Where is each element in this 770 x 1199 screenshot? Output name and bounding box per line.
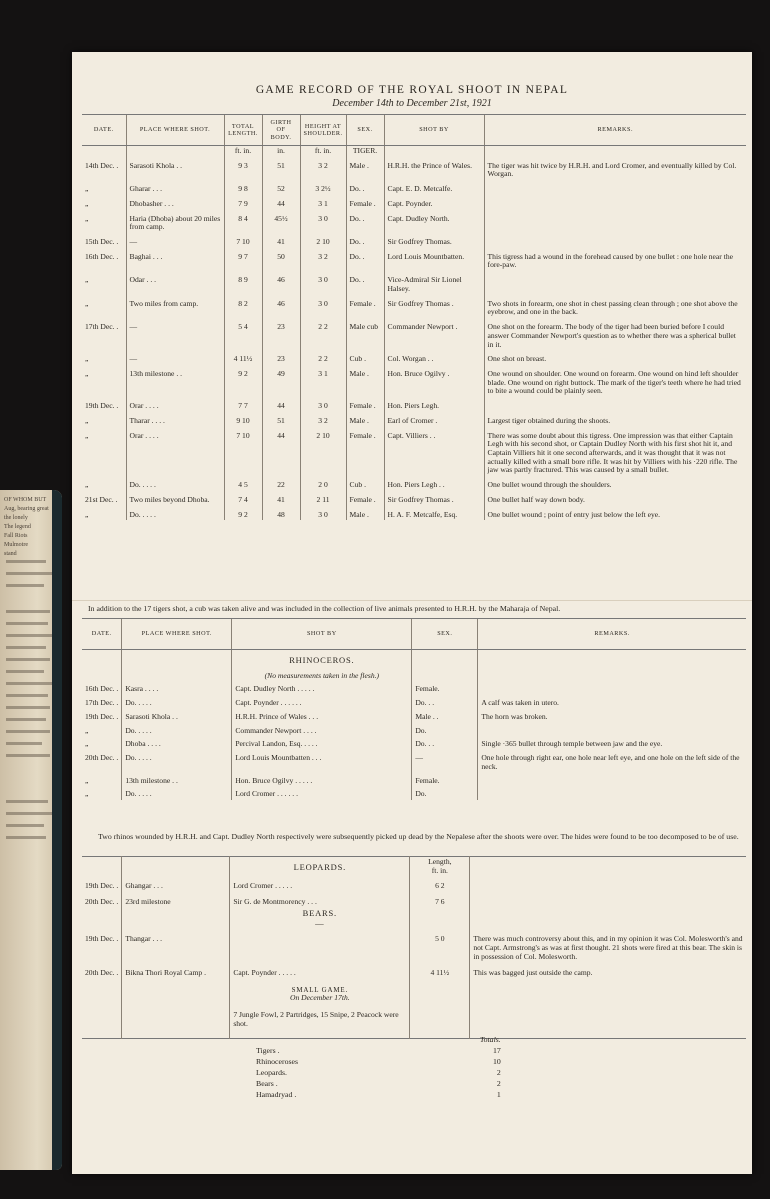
tiger-units-row <box>82 146 746 157</box>
tiger-cell-date: „ <box>85 275 89 285</box>
tiger-cell-sex: Do. . <box>346 248 384 271</box>
tiger-cell-height: 3 0 <box>300 506 346 521</box>
leopard-row-cell-date: 20th Dec. . <box>85 897 119 907</box>
rhino-cell-shot-by: Lord Louis Mountbatten . . . <box>232 750 412 772</box>
tiger-cell-height: 3 1 <box>300 365 346 397</box>
tiger-row <box>82 157 746 180</box>
tiger-cell-height: 3 0 <box>300 295 346 318</box>
tiger-cell-remarks: Largest tiger obtained during the shoots. <box>484 412 746 427</box>
rhino-cell-remarks <box>478 786 746 800</box>
rhino-cell-sex: Do. <box>412 786 478 800</box>
tiger-cell-girth: 44 <box>262 195 300 210</box>
tiger-cell-girth: 45½ <box>262 210 300 233</box>
tiger-row <box>82 365 746 397</box>
rhino-cell-sex: Do. <box>412 723 478 737</box>
rhino-cell-shot-by: Hon. Bruce Ogilvy . . . . . <box>232 773 412 787</box>
tiger-cell-height: 3 2 <box>300 248 346 271</box>
tiger-cell-remarks: One bullet half way down body. <box>484 491 746 506</box>
tiger-row <box>82 506 746 521</box>
tiger-cell-height: 2 10 <box>300 233 346 248</box>
rhino-cell-shot-by: Commander Newport . . . . <box>232 723 412 737</box>
rhino-cell-date: 16th Dec. . <box>85 684 119 694</box>
tiger-cell-sex: Male . <box>346 506 384 521</box>
tiger-cell-remarks <box>484 397 746 412</box>
totals-row <box>252 1045 505 1056</box>
tiger-cell-sex: Female . <box>346 491 384 506</box>
tiger-cell-shot-by: Earl of Cromer . <box>384 412 484 427</box>
leopards-title: LEOPARDS. <box>230 857 410 877</box>
tiger-cell-height: 3 0 <box>300 397 346 412</box>
bear-row-cell-remarks: There was much controversy about this, and in my opinion it was Col. Molesworth's and not Capt. Armstrong's as was at first thought. 21 shots were fired at this bear. The skin is in possession of Col. Molesworth. <box>470 929 746 962</box>
rhino-cell-sex: Female. <box>412 681 478 695</box>
tiger-cell-height: 2 2 <box>300 318 346 350</box>
tiger-cell-length: 7 4 <box>224 491 262 506</box>
rhino-measure-note: (No measurements taken in the flesh.) <box>264 670 380 680</box>
rhino-row <box>82 681 746 695</box>
rhino-cell-shot-by: H.R.H. Prince of Wales . . . <box>232 709 412 723</box>
rhino-cell-date: „ <box>85 789 89 799</box>
rhino-cell-place: Do. . . . . <box>122 786 232 800</box>
tiger-cell-shot-by: Hon. Bruce Ogilvy . <box>384 365 484 397</box>
bear-row <box>82 963 746 979</box>
bear-row-cell-place: Bikna Thori Royal Camp . <box>122 963 230 979</box>
tiger-cell-sex: Female . <box>346 397 384 412</box>
tiger-cell-height: 3 2½ <box>300 180 346 195</box>
tiger-section-title: TIGER. <box>346 146 384 157</box>
tiger-cell-remarks: One shot on the forearm. The body of the tiger had been buried before I could answer Commander Newport's question as to whether there was a spherical bullet in it. <box>484 318 746 350</box>
rhino-column-header: REMARKS. <box>478 619 746 650</box>
tiger-row <box>82 210 746 233</box>
tiger-cell-date: „ <box>85 198 89 208</box>
tiger-cell-shot-by: Hon. Piers Legh. <box>384 397 484 412</box>
tiger-cell-place: Tharar . . . . <box>126 412 224 427</box>
bear-row <box>82 929 746 962</box>
tiger-cell-date: „ <box>85 184 89 194</box>
tiger-cell-girth: 46 <box>262 271 300 294</box>
rhino-column-header: PLACE WHERE SHOT. <box>122 619 232 650</box>
tiger-cell-girth: 22 <box>262 476 300 491</box>
tiger-cell-shot-by: Hon. Piers Legh . . <box>384 476 484 491</box>
tiger-cell-length: 4 11½ <box>224 350 262 365</box>
tiger-cell-girth: 51 <box>262 412 300 427</box>
totals-value: 10 <box>492 1057 501 1066</box>
tiger-row <box>82 318 746 350</box>
tiger-cell-date: „ <box>85 430 89 440</box>
tiger-cell-girth: 48 <box>262 506 300 521</box>
tiger-cell-shot-by: Commander Newport . <box>384 318 484 350</box>
leopard-row-cell-shot-by: Sir G. de Montmorency . . . <box>230 892 410 908</box>
tiger-cell-height: 3 0 <box>300 271 346 294</box>
tiger-cell-remarks: Two shots in forearm, one shot in chest passing clean through ; one shot above the eyebrow, and one in the back. <box>484 295 746 318</box>
book-fragment-line: Aug, bearing great <box>4 506 49 512</box>
tiger-cell-length: 9 3 <box>224 157 262 180</box>
tiger-cell-length: 4 5 <box>224 476 262 491</box>
totals-title: Totals. <box>480 1035 501 1044</box>
bear-row-cell-length: 4 11½ <box>410 963 470 979</box>
tiger-cell-place: — <box>126 233 224 248</box>
height-units: ft. in. <box>300 146 346 157</box>
rhino-cell-date: „ <box>85 775 89 785</box>
rhino-cell-remarks: A calf was taken in utero. <box>478 695 746 709</box>
rhino-cell-shot-by: Capt. Poynder . . . . . . <box>232 695 412 709</box>
tiger-cell-date: 21st Dec. . <box>85 494 118 504</box>
tiger-cell-date: „ <box>85 213 89 223</box>
tiger-cell-sex: Male . <box>346 365 384 397</box>
tiger-row <box>82 248 746 271</box>
rhino-row <box>82 786 746 800</box>
tiger-cell-length: 9 2 <box>224 506 262 521</box>
rhino-table <box>82 618 746 800</box>
tiger-cell-sex: Do. . <box>346 233 384 248</box>
tiger-cell-remarks: One wound on shoulder. One wound on forearm. One wound on hind left shoulder blade. One wound on right buttock. The mark of the tiger's teeth where he had tried to bite a wound could be plainly seen. <box>484 365 746 397</box>
totals-row <box>252 1078 505 1089</box>
tiger-cell-place: Haria (Dhoba) about 20 miles from camp. <box>126 210 224 233</box>
bear-row-cell-shot-by: Capt. Poynder . . . . . <box>230 963 410 979</box>
rhino-cell-place: Do. . . . . <box>122 750 232 772</box>
leopard-row <box>82 892 746 908</box>
tiger-column-header: TOTAL LENGTH. <box>224 115 262 146</box>
tiger-cell-length: 7 7 <box>224 397 262 412</box>
tiger-cell-place: — <box>126 350 224 365</box>
rhino-column-header: DATE. <box>82 619 122 650</box>
leopard-row-cell-remarks <box>470 892 746 908</box>
rhino-cell-place: 13th milestone . . <box>122 773 232 787</box>
tiger-cell-girth: 23 <box>262 350 300 365</box>
rhino-section-title: RHINOCEROS. <box>289 655 355 665</box>
tiger-cell-shot-by: Capt. Poynder. <box>384 195 484 210</box>
tiger-cell-date: 15th Dec. . <box>85 237 119 247</box>
tiger-cell-remarks <box>484 195 746 210</box>
bear-row-cell-place: Thangar . . . <box>122 929 230 962</box>
tiger-row <box>82 295 746 318</box>
rhino-cell-sex: Male . . <box>412 709 478 723</box>
tiger-cell-place: Sarasoti Khola . . <box>126 157 224 180</box>
rhino-cell-remarks: One hole through right ear, one hole near left eye, and one hole on the left side of the neck. <box>478 750 746 772</box>
leopard-row-cell-length: 6 2 <box>410 876 470 892</box>
tiger-row <box>82 350 746 365</box>
tiger-cell-girth: 50 <box>262 248 300 271</box>
length-header <box>410 857 470 877</box>
tiger-cell-length: 7 10 <box>224 427 262 477</box>
book-spine <box>52 490 62 1170</box>
rhino-cell-remarks <box>478 681 746 695</box>
totals-table <box>252 1034 505 1100</box>
tiger-cell-remarks <box>484 210 746 233</box>
tiger-cell-place: 13th milestone . . <box>126 365 224 397</box>
tiger-cell-shot-by: Capt. Villiers . . <box>384 427 484 477</box>
totals-row <box>252 1089 505 1100</box>
tiger-cell-remarks: One bullet wound through the shoulders. <box>484 476 746 491</box>
rhino-cell-sex: Do. . . <box>412 695 478 709</box>
tiger-table <box>82 114 746 520</box>
tiger-row <box>82 397 746 412</box>
tiger-cell-date: „ <box>85 354 89 364</box>
bears-title: BEARS. <box>302 907 337 918</box>
tiger-cell-shot-by: Col. Worgan . . <box>384 350 484 365</box>
tiger-column-header: SHOT BY <box>384 115 484 146</box>
tiger-cell-remarks <box>484 233 746 248</box>
rhino-cell-sex: — <box>412 750 478 772</box>
tiger-cell-shot-by: H. A. F. Metcalfe, Esq. <box>384 506 484 521</box>
tiger-column-header: SEX. <box>346 115 384 146</box>
tiger-cell-place: Baghai . . . <box>126 248 224 271</box>
rhino-row <box>82 723 746 737</box>
tiger-cell-place: — <box>126 318 224 350</box>
length-header-units: ft. in. <box>431 865 448 875</box>
page-title: GAME RECORD OF THE ROYAL SHOOT IN NEPAL <box>255 84 569 96</box>
tiger-cell-height: 2 10 <box>300 427 346 477</box>
rhino-row <box>82 695 746 709</box>
tiger-cell-length: 8 2 <box>224 295 262 318</box>
rhino-cell-shot-by: Percival Landon, Esq. . . . . <box>232 736 412 750</box>
totals-label: Hamadryad . <box>256 1090 297 1099</box>
tiger-cell-length: 9 7 <box>224 248 262 271</box>
totals-value: 2 <box>496 1079 501 1088</box>
tiger-cell-date: „ <box>85 415 89 425</box>
book-edge <box>0 490 62 1170</box>
bear-row-cell-date: 20th Dec. . <box>85 967 119 977</box>
bear-row-cell-length: 5 0 <box>410 929 470 962</box>
totals-label: Leopards. <box>256 1068 287 1077</box>
tiger-cell-remarks <box>484 271 746 294</box>
tiger-cell-place: Dhobasher . . . <box>126 195 224 210</box>
leopard-row-cell-date: 19th Dec. . <box>85 881 119 891</box>
rhino-cell-remarks: The horn was broken. <box>478 709 746 723</box>
tiger-cell-height: 3 2 <box>300 412 346 427</box>
bear-row-cell-shot-by <box>230 929 410 962</box>
tiger-cell-place: Orar . . . . <box>126 397 224 412</box>
rhino-cell-date: 19th Dec. . <box>85 711 119 721</box>
tiger-cell-sex: Cub . <box>346 476 384 491</box>
rhino-cell-date: 17th Dec. . <box>85 698 119 708</box>
tiger-cell-girth: 52 <box>262 180 300 195</box>
tiger-row <box>82 412 746 427</box>
tiger-cell-girth: 23 <box>262 318 300 350</box>
rhino-cell-sex: Do. . . <box>412 736 478 750</box>
tiger-cell-sex: Male cub <box>346 318 384 350</box>
tiger-cell-girth: 41 <box>262 491 300 506</box>
bear-row-cell-date: 19th Dec. . <box>85 934 119 944</box>
rhino-cell-place: Dhoba . . . . <box>122 736 232 750</box>
rhino-cell-date: „ <box>85 739 89 749</box>
tiger-cell-shot-by: Vice-Admiral Sir Lionel Halsey. <box>384 271 484 294</box>
totals-label: Bears . <box>256 1079 278 1088</box>
book-fragment-line: stand <box>4 551 17 556</box>
tiger-column-header: PLACE WHERE SHOT. <box>126 115 224 146</box>
tiger-cell-shot-by: Sir Godfrey Thomas. <box>384 233 484 248</box>
rhino-cell-date: 20th Dec. . <box>85 753 119 763</box>
tiger-row <box>82 271 746 294</box>
rhino-cell-shot-by: Lord Cromer . . . . . . <box>232 786 412 800</box>
tiger-row <box>82 491 746 506</box>
tiger-cell-length: 8 9 <box>224 271 262 294</box>
rhino-row <box>82 736 746 750</box>
tiger-cell-sex: Female . <box>346 195 384 210</box>
tiger-cell-height: 2 2 <box>300 350 346 365</box>
tiger-column-header: REMARKS. <box>484 115 746 146</box>
tiger-cell-date: „ <box>85 368 89 378</box>
tiger-cell-place: Two miles beyond Dhoba. <box>126 491 224 506</box>
tiger-cell-girth: 46 <box>262 295 300 318</box>
game-record-sheet <box>72 52 752 1174</box>
tiger-cell-remarks: This tigress had a wound in the forehead caused by one bullet : one hole near the fore-paw. <box>484 248 746 271</box>
tiger-cell-remarks: One shot on breast. <box>484 350 746 365</box>
tiger-cell-length: 8 4 <box>224 210 262 233</box>
tiger-cell-shot-by: Capt. Dudley North. <box>384 210 484 233</box>
tiger-cell-height: 2 11 <box>300 491 346 506</box>
tiger-cell-sex: Male . <box>346 412 384 427</box>
tiger-cell-remarks: One bullet wound ; point of entry just below the left eye. <box>484 506 746 521</box>
girth-units: in. <box>262 146 300 157</box>
tiger-cell-sex: Do. . <box>346 210 384 233</box>
tiger-cell-date: „ <box>85 298 89 308</box>
leopard-row-cell-length: 7 6 <box>410 892 470 908</box>
rhino-cell-remarks <box>478 773 746 787</box>
book-fragment-line: The legend <box>4 524 31 530</box>
rhino-note: Two rhinos wounded by H.R.H. and Capt. Dudley North respectively were subsequently picked up dead by the Nepalese after the shoots were over. The hides were found to be too decomposed to be of use. <box>98 832 739 841</box>
tiger-cell-sex: Do. . <box>346 180 384 195</box>
tiger-row <box>82 180 746 195</box>
book-fragment-line: the lonely <box>4 515 28 521</box>
rhino-table-header <box>82 619 746 650</box>
tiger-cell-shot-by: Sir Godfrey Thomas . <box>384 295 484 318</box>
rhino-row <box>82 750 746 772</box>
small-game-row <box>82 978 746 1039</box>
tiger-cell-date: „ <box>85 509 89 519</box>
tiger-cell-length: 7 10 <box>224 233 262 248</box>
rhino-cell-remarks <box>478 723 746 737</box>
tiger-cell-girth: 44 <box>262 427 300 477</box>
rhino-cell-shot-by: Capt. Dudley North . . . . . <box>232 681 412 695</box>
rhino-cell-sex: Female. <box>412 773 478 787</box>
tiger-cell-date: 16th Dec. . <box>85 251 119 261</box>
small-game-date: On December 17th. <box>289 993 350 1003</box>
totals-row <box>252 1067 505 1078</box>
tiger-cell-sex: Female . <box>346 427 384 477</box>
tiger-cell-shot-by: Capt. E. D. Metcalfe. <box>384 180 484 195</box>
length-units: ft. in. <box>224 146 262 157</box>
rhino-cell-place: Do. . . . . <box>122 723 232 737</box>
tiger-cell-remarks <box>484 180 746 195</box>
leopard-row-cell-shot-by: Lord Cromer . . . . . <box>230 876 410 892</box>
tiger-column-header: GIRTH OF BODY. <box>262 115 300 146</box>
leopard-row-cell-place: Ghangar . . . <box>122 876 230 892</box>
tiger-cell-girth: 51 <box>262 157 300 180</box>
rhino-row <box>82 773 746 787</box>
book-fragment-line: Mulmotre <box>4 542 28 548</box>
rhino-cell-place: Kasra . . . . <box>122 681 232 695</box>
tiger-column-header: DATE. <box>82 115 126 146</box>
tiger-cell-place: Gharar . . . <box>126 180 224 195</box>
small-game-title: SMALL GAME. <box>291 986 349 995</box>
tiger-cell-date: 17th Dec. . <box>85 322 119 332</box>
rhino-cell-place: Do. . . . . <box>122 695 232 709</box>
totals-label: Rhinoceroses <box>256 1057 299 1066</box>
tiger-cell-girth: 49 <box>262 365 300 397</box>
tiger-cell-height: 2 0 <box>300 476 346 491</box>
length-header-label: Length, <box>428 857 452 866</box>
rhino-section-row <box>82 650 746 682</box>
totals-value: 2 <box>496 1068 501 1077</box>
leopards-section-row <box>82 857 746 877</box>
tiger-row <box>82 233 746 248</box>
tiger-cell-date: 14th Dec. . <box>85 160 119 170</box>
totals-value: 17 <box>492 1046 501 1055</box>
tiger-cell-remarks: The tiger was hit twice by H.R.H. and Lord Cromer, and eventually killed by Col. Worgan. <box>484 157 746 180</box>
tiger-column-header: HEIGHT AT SHOULDER. <box>300 115 346 146</box>
rhino-cell-date: „ <box>85 725 89 735</box>
tiger-cell-sex: Male . <box>346 157 384 180</box>
page-subtitle: December 14th to December 21st, 1921 <box>332 98 492 109</box>
bears-section-row <box>82 908 746 930</box>
tiger-cell-height: 3 2 <box>300 157 346 180</box>
book-fragment-line: OF WHOM BUT <box>4 497 47 503</box>
tiger-cell-length: 7 9 <box>224 195 262 210</box>
tiger-cell-place: Orar . . . . <box>126 427 224 477</box>
rhino-column-header: SEX. <box>412 619 478 650</box>
totals-label: Tigers . <box>256 1046 280 1055</box>
book-fragment-line: Fall Riots <box>4 533 28 539</box>
cub-note: In addition to the 17 tigers shot, a cub was taken alive and was included in the collection of live animals presented to H.R.H. by the Maharaja of Nepal. <box>88 604 561 613</box>
bear-row-cell-remarks: This was bagged just outside the camp. <box>470 963 746 979</box>
tiger-cell-shot-by: Lord Louis Mountbatten. <box>384 248 484 271</box>
bears-dash: — <box>315 917 325 928</box>
totals-row <box>252 1056 505 1067</box>
leopard-row-cell-remarks <box>470 876 746 892</box>
tiger-cell-sex: Female . <box>346 295 384 318</box>
rhino-cell-remarks: Single ·365 bullet through temple between jaw and the eye. <box>478 736 746 750</box>
tiger-cell-place: Odar . . . <box>126 271 224 294</box>
tiger-row <box>82 427 746 477</box>
tiger-cell-length: 9 2 <box>224 365 262 397</box>
others-table <box>82 856 746 1039</box>
tiger-cell-length: 5 4 <box>224 318 262 350</box>
small-game-text: 7 Jungle Fowl, 2 Partridges, 15 Snipe, 2 Peacock were shot. <box>233 1010 399 1028</box>
tiger-cell-length: 9 10 <box>224 412 262 427</box>
tiger-cell-sex: Cub . <box>346 350 384 365</box>
tiger-cell-girth: 44 <box>262 397 300 412</box>
tiger-cell-length: 9 8 <box>224 180 262 195</box>
leopard-row <box>82 876 746 892</box>
tiger-cell-shot-by: Sir Godfrey Thomas . <box>384 491 484 506</box>
leopard-row-cell-place: 23rd milestone <box>122 892 230 908</box>
tiger-cell-date: 19th Dec. . <box>85 401 119 411</box>
tiger-cell-height: 3 0 <box>300 210 346 233</box>
tiger-cell-place: Do. . . . . <box>126 476 224 491</box>
rhino-cell-place: Sarasoti Khola . . <box>122 709 232 723</box>
tiger-cell-height: 3 1 <box>300 195 346 210</box>
tiger-row <box>82 195 746 210</box>
tiger-cell-date: „ <box>85 480 89 490</box>
tiger-cell-place: Do. . . . . <box>126 506 224 521</box>
totals-value: 1 <box>496 1090 501 1099</box>
tiger-cell-remarks: There was some doubt about this tigress. One impression was that either Captain Legh with his second shot, or Captain Dudley North with his first shot hit it, and Captain Villiers hit it one second afterwards, and it was thought that it was not actually killed with a small bore rifle. It was hit by Villiers with his ·220 rifle. The jaw was partly fractured. This was caused by a small bullet. <box>484 427 746 477</box>
tiger-table-header <box>82 115 746 146</box>
tiger-cell-place: Two miles from camp. <box>126 295 224 318</box>
rhino-row <box>82 709 746 723</box>
tiger-cell-girth: 41 <box>262 233 300 248</box>
tiger-row <box>82 476 746 491</box>
rhino-column-header: SHOT BY <box>232 619 412 650</box>
tiger-cell-shot-by: H.R.H. the Prince of Wales. <box>384 157 484 180</box>
tiger-cell-sex: Do. . <box>346 271 384 294</box>
